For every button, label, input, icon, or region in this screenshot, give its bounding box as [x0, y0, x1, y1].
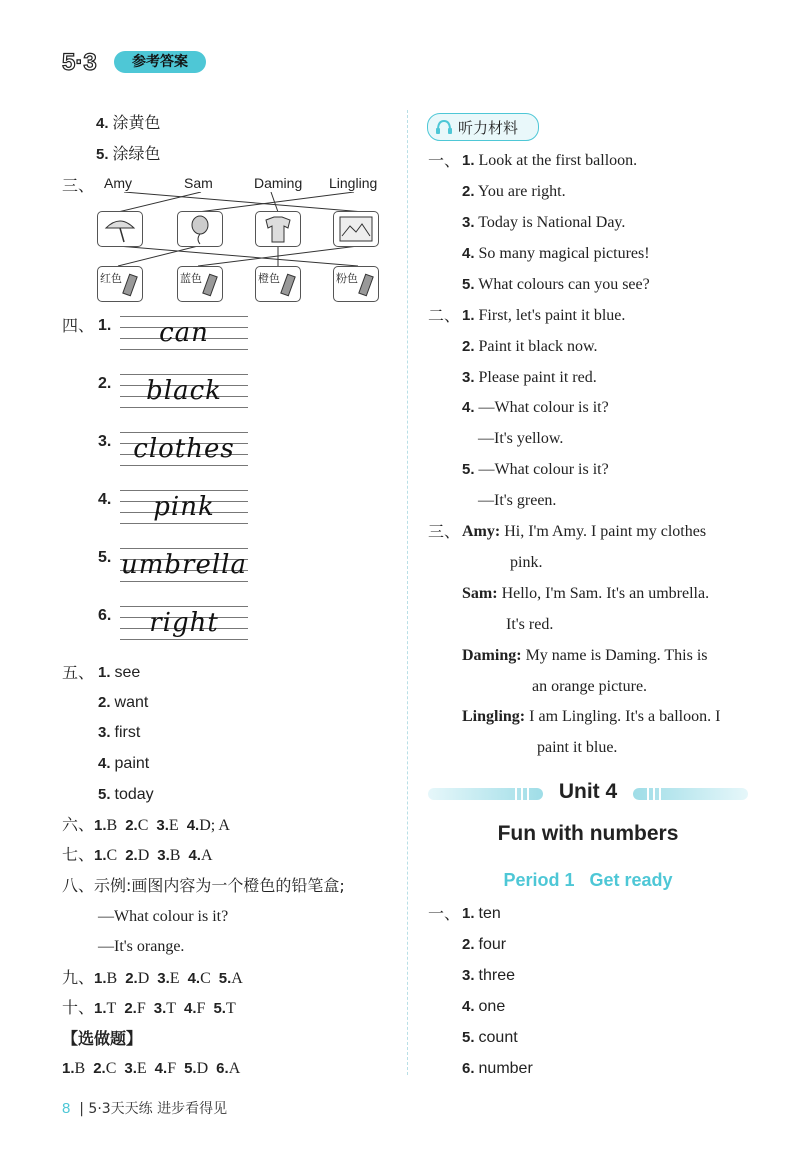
match-name: Sam: [184, 175, 213, 191]
section-label: 二、: [428, 306, 461, 325]
list-item: 3. three: [462, 967, 515, 984]
list-item: —It's yellow.: [478, 430, 564, 447]
handwritten-word: can: [159, 318, 209, 348]
dialog-line: an orange picture.: [532, 678, 648, 695]
writing-line: [120, 490, 248, 524]
column-divider: [407, 110, 408, 1075]
section-label: 三、: [428, 522, 461, 541]
list-item: 5. count: [462, 1029, 518, 1046]
dialog-line: paint it blue.: [537, 739, 618, 756]
writing-line: [120, 548, 248, 582]
answer-row: 七、1.C 2.D 3.B 4.A: [62, 845, 213, 864]
writing-line: [120, 606, 248, 640]
list-item: 3. first: [98, 724, 141, 741]
dialog-line: —It's orange.: [98, 938, 185, 955]
list-item: —It's green.: [478, 492, 557, 509]
list-item: 2. want: [98, 694, 149, 711]
section-label: 五、: [62, 663, 95, 682]
list-item: 4. —What colour is it?: [462, 399, 609, 416]
painting-picture: [333, 211, 379, 247]
logo-text: 5·3: [62, 49, 97, 76]
handwritten-word: black: [146, 376, 222, 406]
writing-line: [120, 432, 248, 466]
paint-tube-pink: 粉色: [333, 266, 379, 302]
item-number: 5.: [98, 549, 112, 566]
item-number: 3.: [98, 433, 112, 450]
page-number: 8: [62, 1100, 71, 1117]
dialog-line: It's red.: [506, 616, 554, 633]
list-item: 3. Today is National Day.: [462, 214, 626, 231]
paint-tube-red: 红色: [97, 266, 143, 302]
balloon-icon: [178, 212, 222, 246]
writing-line: [120, 374, 248, 408]
unit-title: Unit 4: [558, 780, 618, 803]
clothes-icon: [256, 212, 300, 246]
painting-icon: [334, 212, 378, 246]
answer-row: 九、1.B 2.D 3.E 4.C 5.A: [62, 968, 243, 987]
list-item: 4. So many magical pictures!: [462, 245, 650, 262]
list-item: 1. ten: [462, 905, 501, 922]
handwritten-word: umbrella: [121, 550, 247, 580]
dialog-line: —What colour is it?: [98, 908, 229, 925]
footer: [62, 1098, 227, 1118]
list-item: 5. 涂绿色: [96, 144, 161, 163]
optional-label: 【选做题】: [62, 1029, 143, 1048]
item-number: 4.: [98, 491, 112, 508]
list-item: 1. see: [98, 664, 141, 681]
answer-row: 十、1.T 2.F 3.T 4.F 5.T: [62, 998, 236, 1017]
handwritten-word: right: [149, 608, 219, 638]
item-number: 6.: [98, 607, 112, 624]
answer-row: 八、示例:画图内容为一个橙色的铅笔盒;: [62, 876, 345, 895]
umbrella-icon: [98, 212, 142, 246]
list-item: 4. one: [462, 998, 506, 1015]
footer-text: | 5·3天天练 进步看得见: [79, 1101, 228, 1117]
umbrella-picture: [97, 211, 143, 247]
listening-title: 听力材料: [458, 119, 519, 137]
list-item: 5. What colours can you see?: [462, 276, 650, 293]
dialog-line: Daming: My name is Daming. This is: [462, 647, 708, 664]
handwritten-word: pink: [153, 492, 215, 522]
period-title: Period 1 Get ready: [503, 870, 673, 890]
item-number: 2.: [98, 375, 112, 392]
section-label: 一、: [428, 904, 461, 923]
dialog-line: pink.: [510, 554, 543, 571]
list-item: 4. 涂黄色: [96, 113, 161, 132]
match-name: Lingling: [329, 175, 378, 191]
item-number: 1.: [98, 317, 112, 334]
list-item: 6. number: [462, 1060, 533, 1077]
logo: [60, 44, 106, 80]
list-item: 1. First, let's paint it blue.: [462, 307, 626, 324]
list-item: 2. Paint it black now.: [462, 338, 598, 355]
dialog-line: Sam: Hello, I'm Sam. It's an umbrella.: [462, 585, 710, 602]
writing-line: [120, 316, 248, 350]
answer-row: 六、1.B 2.C 3.E 4.D; A: [62, 815, 230, 834]
match-name: Daming: [254, 175, 303, 191]
list-item: 3. Please paint it red.: [462, 369, 597, 386]
unit-name: Fun with numbers: [497, 822, 679, 845]
section-label: 三、: [62, 176, 95, 195]
paint-tube-blue: 蓝色: [177, 266, 223, 302]
balloon-picture: [177, 211, 223, 247]
list-item: 2. four: [462, 936, 507, 953]
section-label: 四、: [62, 316, 95, 335]
list-item: 2. You are right.: [462, 183, 566, 200]
dialog-line: Lingling: I am Lingling. It's a balloon. I: [462, 708, 721, 725]
dialog-line: Amy: Hi, I'm Amy. I paint my clothes: [462, 523, 707, 540]
headphones-icon: [435, 119, 453, 135]
clothes-picture: [255, 211, 301, 247]
answer-tag: 参考答案: [114, 51, 206, 73]
listening-material-tag: [427, 113, 539, 141]
handwritten-word: clothes: [133, 434, 235, 464]
list-item: 5. today: [98, 786, 154, 803]
list-item: 4. paint: [98, 755, 150, 772]
list-item: 1. Look at the first balloon.: [462, 152, 638, 169]
section-label: 一、: [428, 151, 461, 170]
list-item: 5. —What colour is it?: [462, 461, 609, 478]
paint-tube-orange: 橙色: [255, 266, 301, 302]
answer-row: 1.B 2.C 3.E 4.F 5.D 6.A: [62, 1060, 241, 1077]
match-name: Amy: [104, 175, 132, 191]
